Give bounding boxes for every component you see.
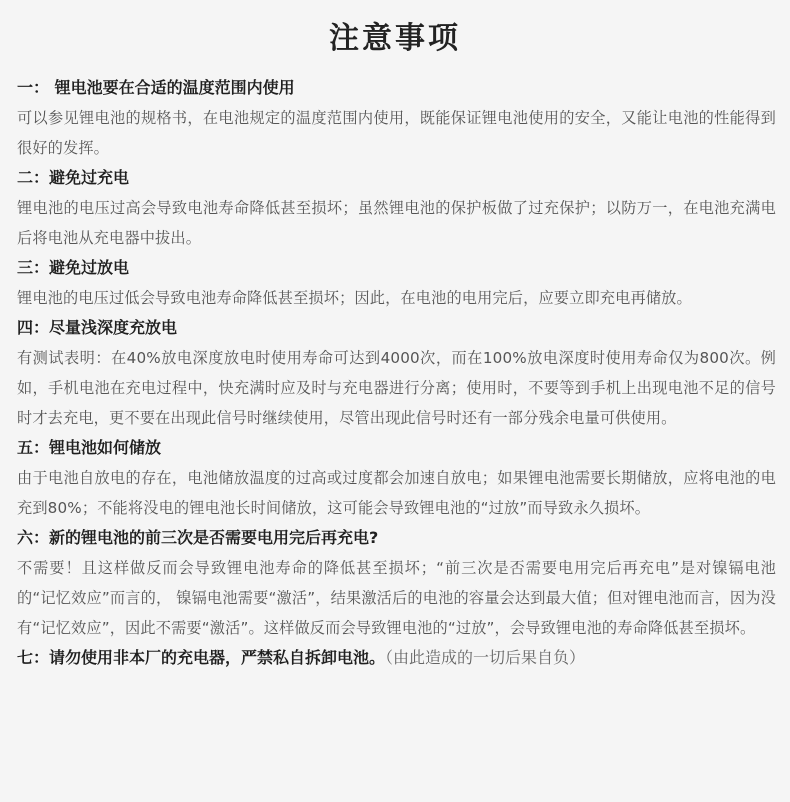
final-warning-text: 七：请勿使用非本厂的充电器，严禁私自拆卸电池。 xyxy=(17,648,386,667)
section-6 xyxy=(17,523,776,643)
page-title: 注意事项 xyxy=(329,21,461,56)
section-4 xyxy=(17,313,776,433)
section-body: 锂电池的电压过高会导致电池寿命降低甚至损坏；虽然锂电池的保护板做了过充保护；以防万一，在电池充满电后将电池从充电器中拔出。 xyxy=(17,199,776,247)
section-5 xyxy=(17,433,776,523)
section-3 xyxy=(17,253,776,313)
section-heading: 二：避免过充电 xyxy=(17,168,130,187)
section-body: 锂电池的电压过低会导致电池寿命降低甚至损坏；因此，在电池的电用完后，应要立即充电再储放。 xyxy=(17,289,692,307)
section-heading: 一： 锂电池要在合适的温度范围内使用 xyxy=(17,78,295,97)
section-2 xyxy=(17,163,776,253)
section-heading: 五：锂电池如何储放 xyxy=(17,438,162,457)
section-heading: 六：新的锂电池的前三次是否需要电用完后再充电? xyxy=(17,528,379,547)
notice-content xyxy=(17,73,776,673)
final-warning xyxy=(17,643,776,673)
final-warning-note: （由此造成的一切后果自负） xyxy=(385,648,586,667)
section-body: 有测试表明：在40%放电深度放电时使用寿命可达到4000次，而在100%放电深度时使用寿命仅为800次。例如，手机电池在充电过程中，快充满时应及时与充电器进行分离；使用时，不要等到手机上出现电池不足的信号时才去充电，更不要在出现此信号时继续使用，尽管出现此信号时还有一部分残余电量可供使用。 xyxy=(17,349,776,427)
section-1 xyxy=(17,73,776,163)
section-body: 可以参见锂电池的规格书，在电池规定的温度范围内使用，既能保证锂电池使用的安全，又能让电池的性能得到很好的发挥。 xyxy=(17,109,776,157)
section-body: 不需要！且这样做反而会导致锂电池寿命的降低甚至损坏；“前三次是否需要电用完后再充电”是对镍镉电池的“记忆效应”而言的， 镍镉电池需要“激活”，结果激活后的电池的容量会达到最大值；但对锂电池而言，因为没有“记忆效应”，因此不需要“激活”。这样做反而会导致锂电池的“过放”，会导致锂电池的寿命降低甚至损坏。 xyxy=(17,559,776,637)
section-heading: 三：避免过放电 xyxy=(17,258,130,277)
section-body: 由于电池自放电的存在，电池储放温度的过高或过度都会加速自放电；如果锂电池需要长期储放，应将电池的电充到80%；不能将没电的锂电池长时间储放，这可能会导致锂电池的“过放”而导致永久损坏。 xyxy=(17,469,776,517)
section-heading: 四：尽量浅深度充放电 xyxy=(17,318,178,337)
section-7 xyxy=(17,643,776,673)
